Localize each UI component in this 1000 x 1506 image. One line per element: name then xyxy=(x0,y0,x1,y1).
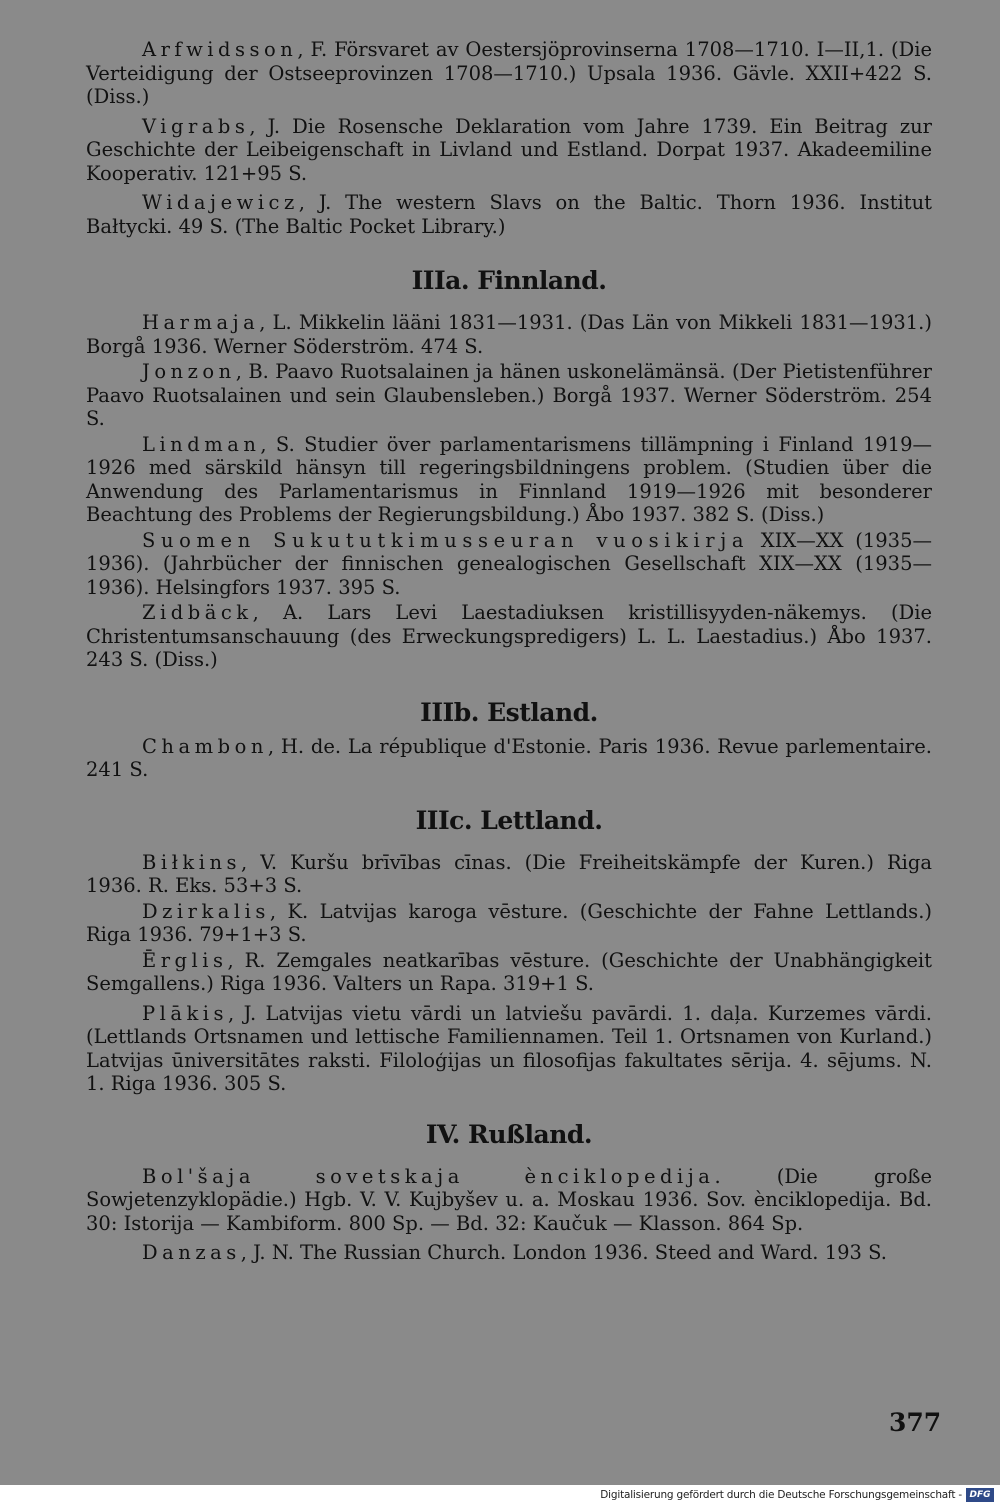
section-estland xyxy=(86,698,932,782)
entry-author: Lindman xyxy=(142,432,261,456)
section-heading: IV. Rußland. xyxy=(425,1119,593,1149)
entry-details: , F. Försvaret av Oestersjöprovinserna 1708—1710. I—II,1. (Die Verteidigung der Ostseeprovinzen 1708—1710.) Upsala 1936. Gävle. XXII+422 S. (Diss.) xyxy=(86,38,932,108)
bib-entry xyxy=(86,1002,932,1096)
footer-credit-text: Digitalisierung gefördert durch die Deutsche Forschungsgemeinschaft - xyxy=(600,1489,962,1501)
entry-details: , K. Latvijas karoga vēsture. (Geschichte der Fahne Lettlands.) Riga 1936. 79+1+3 S. xyxy=(86,899,932,946)
entry-details: , L. Mikkelin lääni 1831—1931. (Das Län von Mikkeli 1831—1931.) Borgå 1936. Werner Söderström. 474 S. xyxy=(86,311,932,358)
entry-details: , J. Latvijas vietu vārdi un latviešu pavārdi. 1. daļa. Kurzemes vārdi. (Lettlands Ortsnamen und lettische Familiennamen. Teil 1. Ortsnamen von Kurland.) Latvijas ūniversitātes raksti. Filoloģijas un filosofijas fakultates sērija. 4. sējums. N. 1. Riga 1936. 305 S. xyxy=(86,1001,932,1095)
bib-entry xyxy=(86,1165,932,1236)
entry-details: , J. The western Slavs on the Baltic. Thorn 1936. Institut Bałtycki. 49 S. (The Baltic Pocket Library.) xyxy=(86,191,932,238)
entry-author: Arfwidsson xyxy=(142,38,298,61)
entry-details: , B. Paavo Ruotsalainen ja hänen uskonelämänsä. (Der Pietistenführer Paavo Ruotsalainen und sein Glaubensleben.) Borgå 1937. Werner Söderström. 254 S. xyxy=(86,360,932,430)
bib-entry xyxy=(86,529,932,600)
entry-author: Plākis xyxy=(142,1001,229,1025)
section-finnland xyxy=(86,266,932,672)
footer-bar xyxy=(0,1485,1000,1506)
entry-author: Danzas xyxy=(142,1241,241,1264)
bib-entry xyxy=(86,38,932,109)
entry-author: Chambon xyxy=(142,734,268,758)
bib-entry xyxy=(86,311,932,358)
entry-author: Widajewicz xyxy=(142,191,299,214)
section-lettland xyxy=(86,806,932,1096)
entry-details: , H. de. La république d'Estonie. Paris 1936. Revue parlementaire. 241 S. xyxy=(86,734,932,781)
bib-entry xyxy=(86,900,932,947)
entry-author: Ērglis xyxy=(142,948,228,972)
entry-author: Harmaja xyxy=(142,311,260,334)
bib-entry xyxy=(86,601,932,672)
dfg-logo-icon[interactable]: DFG xyxy=(966,1488,994,1502)
entry-details: , J. N. The Russian Church. London 1936. Steed and Ward. 193 S. xyxy=(240,1241,887,1264)
entry-details: . (Die große Sowjetenzyklopädie.) Hgb. V. V. Kujbyšev u. a. Moskau 1936. Sov. ènciklopedija. Bd. 30: Istorija — Kambiform. 800 Sp. — Bd. 32: Kaučuk — Klasson. 864 Sp. xyxy=(86,1164,932,1235)
entry-details: XIX—XX (1935—1936). (Jahrbücher der finnischen genealogischen Gesellschaft XIX—XX (1935—1936). Helsingfors 1937. 395 S. xyxy=(86,528,932,599)
entry-details: , A. Lars Levi Laestadiuksen kristillisyyden-näkemys. (Die Christentumsanschauung (des Erweckungspredigers) L. L. Laestadius.) Åbo 1937. 243 S. (Diss.) xyxy=(86,601,932,671)
bib-entry xyxy=(86,360,932,431)
entry-author: Dzirkalis xyxy=(142,899,270,923)
bib-entry xyxy=(86,851,932,898)
section-heading: IIIb. Estland. xyxy=(420,697,598,727)
bib-entry xyxy=(86,191,932,238)
entry-details: , J. Die Rosensche Deklaration vom Jahre 1739. Ein Beitrag zur Geschichte der Leibeigenschaft in Livland und Estland. Dorpat 1937. Akadeemiline Kooperativ. 121+95 S. xyxy=(86,114,932,185)
section-heading: IIIa. Finnland. xyxy=(411,266,607,295)
bib-entry xyxy=(86,735,932,782)
entry-details: , S. Studier över parlamentarismens tillämpning i Finland 1919—1926 med särskild hänsyn till regeringsbildningens problem. (Studien über die Anwendung des Parlamentarismus in Finnland 1919—1926 mit besonderer Beachtung des Problems der Regierungsbildung.) Åbo 1937. 382 S. (Diss.) xyxy=(86,432,932,526)
entry-author: Suomen Sukututkimusseuran vuosikirja xyxy=(142,528,750,552)
section-russland xyxy=(86,1120,932,1265)
bib-entry xyxy=(86,1241,932,1265)
entry-author: Vigrabs xyxy=(142,114,250,138)
entry-author: Jonzon xyxy=(142,360,236,383)
section-heading: IIIc. Lettland. xyxy=(415,805,603,835)
section-pre xyxy=(86,38,932,238)
entry-details: , R. Zemgales neatkarības vēsture. (Geschichte der Unabhängigkeit Semgallens.) Riga 1936. Valters un Rapa. 319+1 S. xyxy=(86,948,932,995)
page-body xyxy=(86,38,932,1271)
entry-author: Zidbäck xyxy=(142,601,253,624)
bib-entry xyxy=(86,949,932,996)
entry-author: Bol'šaja sovetskaja ènciklopedija xyxy=(142,1164,715,1188)
entry-author: Biłkins xyxy=(142,850,242,874)
page-number: 377 xyxy=(889,1408,942,1437)
entry-details: , V. Kuršu brīvības cīnas. (Die Freiheitskämpfe der Kuren.) Riga 1936. R. Eks. 53+3 S. xyxy=(86,850,932,897)
bib-entry xyxy=(86,433,932,527)
bib-entry xyxy=(86,115,932,186)
